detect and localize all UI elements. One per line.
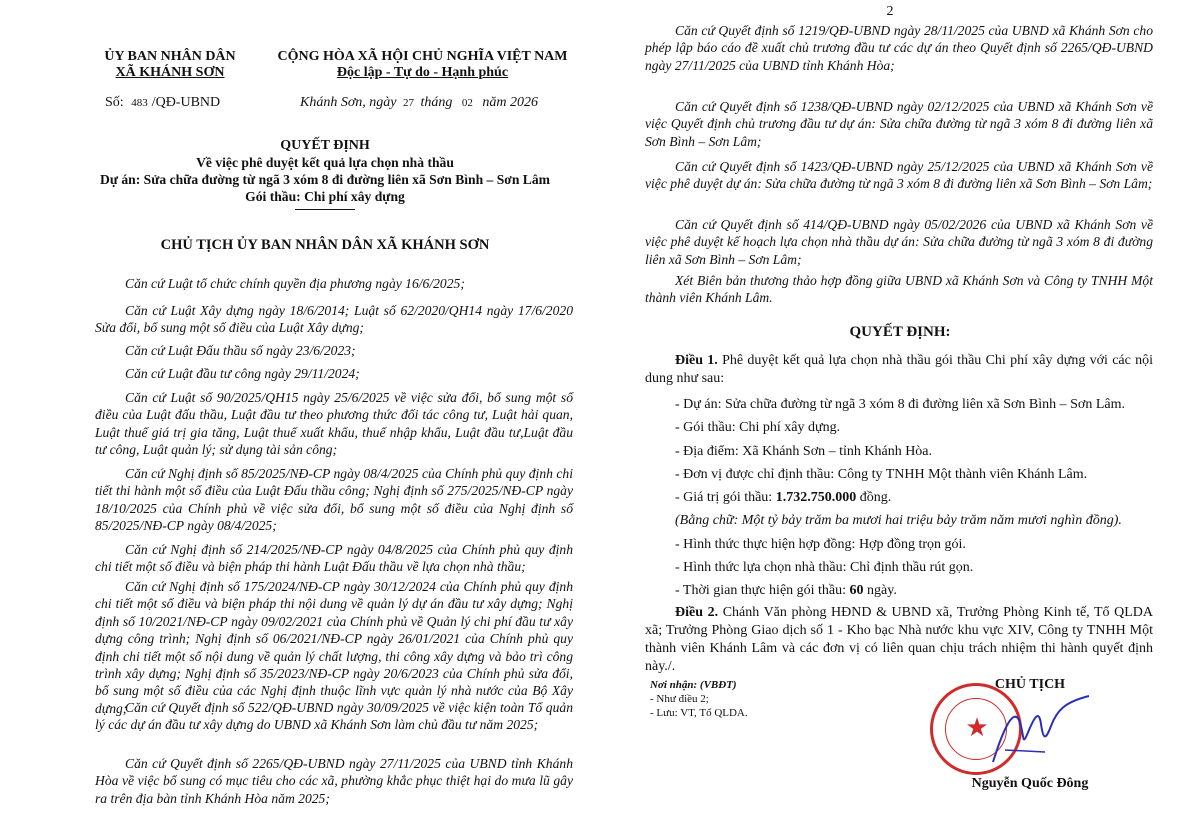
article-2-label: Điều 2. bbox=[675, 605, 719, 620]
legal-basis-paragraph: Căn cứ Quyết định số 2265/QĐ-UBND ngày 27/11/2025 của UBND tỉnh Khánh Hòa về việc bổ sung có mục tiêu cho các xã, phường khắc phục thiệt hại do mưa lũ gây ra trên địa bàn tỉnh Khánh Hòa năm 2025; bbox=[95, 756, 573, 806]
item-duration: - Thời gian thực hiện gói thầu: 60 ngày. bbox=[675, 583, 897, 598]
document-date: Khánh Sơn, ngày 27 tháng 02 năm 2026 bbox=[300, 95, 539, 110]
item-contractor: - Đơn vị được chỉ định thầu: Công ty TNHH Một thành viên Khánh Lâm. bbox=[675, 467, 1088, 482]
legal-basis-paragraph: Căn cứ Luật số 90/2025/QH15 ngày 25/6/2025 về việc sửa đổi, bổ sung một số điều của Luật đấu thầu, Luật đầu tư theo phương thức đối tác công tư, Luật hải quan, Luật thuế giá trị gia tăng, Luật thuế xuất khẩu, thuế nhập khẩu, Luật đầu tư,Luật đầu tư công, Luật quản lý; sử dụng tài sản công; bbox=[95, 390, 573, 458]
legal-basis-paragraph: Căn cứ Nghị định số 85/2025/NĐ-CP ngày 08/4/2025 của Chính phủ quy định chi tiết thi hành một số điều của Luật Đấu thầu công; Nghị định số 275/2025/NĐ-CP ngày 18/10/2025 của Chính phủ về việc sửa đổi, bổ sung một số điều của Nghị định số 85/2025/NĐ-CP ngày 08/4/2025; bbox=[95, 466, 573, 534]
national-motto: Độc lập - Tự do - Hạnh phúc bbox=[336, 65, 509, 80]
signer-name: Nguyễn Quốc Đông bbox=[971, 776, 1089, 791]
item-package: - Gói thầu: Chi phí xây dựng. bbox=[675, 420, 841, 435]
legal-basis-paragraph: Căn cứ Nghị định số 175/2024/NĐ-CP ngày 30/12/2024 của Chính phủ quy định chi tiết một số điều và biện pháp thi nội dung về quản lý dự án đầu tư xây dựng; Nghị định số 10/2021/NĐ-CP ngày 09/02/2021 của Chính phủ về Quản lý chi phí đầu tư xây dựng công trình; Nghị định số 06/2021/NĐ-CP ngày 26/01/2021 của Chính phủ quy định chi tiết một số nội dung về quản lý chất lượng, thi công xây dựng và bảo trì công trình xây dựng; Nghị định số 35/2023/NĐ-CP ngày 20/6/2023 của Chính phủ sửa đổi, bổ sung một số điều của các Nghị định thuộc lĩnh vực quản lý nhà nước của Bộ Xây dựng; bbox=[95, 579, 573, 716]
recipient-item: - Lưu: VT, Tổ QLDA. bbox=[650, 707, 748, 719]
article-1-text: Phê duyệt kết quả lựa chọn nhà thầu gói thầu Chi phí xây dựng với các nội dung như sau: bbox=[645, 353, 1154, 386]
signature-mark bbox=[985, 690, 1095, 770]
article-1-label: Điều 1. bbox=[675, 353, 718, 368]
signer-title: CHỦ TỊCH bbox=[994, 677, 1066, 692]
page-number: 2 bbox=[886, 4, 894, 19]
legal-basis-paragraph: Căn cứ Luật tổ chức chính quyền địa phương ngày 16/6/2025; bbox=[125, 276, 465, 291]
seal-star-icon: ★ bbox=[965, 713, 989, 742]
title-divider bbox=[295, 209, 355, 210]
article-2-text: Chánh Văn phòng HĐND & UBND xã, Trưởng Phòng Kinh tế, Tổ QLDA xã; Trưởng Phòng Giao dịch số 1 - Kho bạc Nhà nước khu vực XIV, Công ty TNHH Một thành viên Khánh Lâm và các đơn vị có liên quan chịu trách nhiệm thi hành quyết định này./. bbox=[645, 605, 1154, 674]
org-name-line2: XÃ KHÁNH SƠN bbox=[115, 65, 225, 80]
page-2 bbox=[600, 0, 1200, 834]
legal-basis-paragraph: Căn cứ Luật Đấu thầu số ngày 23/6/2023; bbox=[125, 343, 356, 358]
legal-basis-paragraph: Căn cứ Quyết định số 414/QĐ-UBND ngày 05/02/2026 của UBND xã Khánh Sơn về việc phê duyệt kế hoạch lựa chọn nhà thầu dự án: Sửa chữa đường từ ngã 3 xóm 8 đi đường liên xã Sơn Bình – Sơn Lâm; bbox=[645, 217, 1153, 267]
review-paragraph: Xét Biên bản thương thảo hợp đồng giữa UBND xã Khánh Sơn và Công ty TNHH Một thành viên Khánh Lâm. bbox=[645, 273, 1153, 306]
document-subtitle-1: Về việc phê duyệt kết quả lựa chọn nhà thầu bbox=[196, 155, 454, 170]
recipients-title: Nơi nhận: (VBĐT) bbox=[650, 679, 737, 691]
item-location: - Địa điểm: Xã Khánh Sơn – tỉnh Khánh Hòa. bbox=[675, 444, 933, 459]
recipient-item: - Như điều 2; bbox=[650, 693, 709, 705]
national-title: CỘNG HÒA XÃ HỘI CHỦ NGHĨA VIỆT NAM bbox=[277, 49, 568, 64]
number-value: 483 bbox=[131, 97, 148, 109]
package-value-amount: 1.732.750.000 bbox=[775, 490, 857, 505]
item-contract-form: - Hình thức thực hiện hợp đồng: Hợp đồng trọn gói. bbox=[675, 537, 966, 552]
legal-basis-paragraph: Căn cứ Quyết định số 1238/QĐ-UBND ngày 02/12/2025 của UBND xã Khánh Sơn về việc Quyết định chủ trương đầu tư dự án: Sửa chữa đường từ ngã 3 xóm 8 đi đường liên xã Sơn Bình – Sơn Lâm; bbox=[645, 99, 1153, 149]
legal-basis-paragraph: Căn cứ Luật Xây dựng ngày 18/6/2014; Luật số 62/2020/QH14 ngày 17/6/2020 Sửa đổi, bổ sung một số điều của Luật Xây dựng; bbox=[95, 303, 573, 336]
article-2 bbox=[645, 604, 1153, 676]
item-selection-form: - Hình thức lựa chọn nhà thầu: Chỉ định thầu rút gọn. bbox=[675, 560, 974, 575]
item-value: - Giá trị gói thầu: 1.732.750.000 đồng. bbox=[675, 490, 892, 505]
legal-basis-paragraph: Căn cứ Luật đầu tư công ngày 29/11/2024; bbox=[125, 366, 360, 381]
decision-heading: QUYẾT ĐỊNH: bbox=[849, 324, 951, 340]
article-1 bbox=[645, 352, 1153, 388]
document-title: QUYẾT ĐỊNH bbox=[280, 138, 370, 153]
document-subtitle-2: Dự án: Sửa chữa đường từ ngã 3 xóm 8 đi đường liên xã Sơn Bình – Sơn Lâm bbox=[100, 172, 550, 187]
document-number: Số: 483 /QĐ-UBND bbox=[105, 95, 221, 110]
org-name-line1: ỦY BAN NHÂN DÂN bbox=[104, 49, 236, 64]
authority-heading: CHỦ TỊCH ỦY BAN NHÂN DÂN XÃ KHÁNH SƠN bbox=[160, 237, 490, 253]
item-project: - Dự án: Sửa chữa đường từ ngã 3 xóm 8 đi đường liên xã Sơn Bình – Sơn Lâm. bbox=[675, 397, 1125, 412]
legal-basis-paragraph: Căn cứ Nghị định số 214/2025/NĐ-CP ngày 04/8/2025 của Chính phủ quy định chi tiết một số điều và biện pháp thi hành Luật Đấu thầu về lựa chọn nhà thầu; bbox=[95, 542, 573, 575]
document-subtitle-3: Gói thầu: Chi phí xây dựng bbox=[245, 189, 405, 204]
legal-basis-paragraph: Căn cứ Quyết định số 1423/QĐ-UBND ngày 25/12/2025 của UBND xã Khánh Sơn về việc phê duyệt dự án: Sửa chữa đường từ ngã 3 xóm 8 đi đường liên xã Sơn Bình – Sơn Lâm; bbox=[645, 159, 1153, 192]
legal-basis-paragraph: Căn cứ Quyết định số 1219/QĐ-UBND ngày 28/11/2025 của UBND xã Khánh Sơn cho phép lập báo cáo đề xuất chủ trương đầu tư các dự án theo Quyết định số 2265/QĐ-UBND ngày 27/11/2025 của UBND tỉnh Khánh Hòa; bbox=[645, 23, 1153, 73]
value-in-words: (Bằng chữ: Một tỷ bảy trăm ba mươi hai triệu bảy trăm năm mươi nghìn đồng). bbox=[675, 513, 1122, 528]
legal-basis-paragraph: Căn cứ Quyết định số 522/QĐ-UBND ngày 30/09/2025 về việc kiện toàn Tổ quản lý các dự án đầu tư xây dựng do UBND xã Khánh Sơn làm chủ đầu tư năm 2025; bbox=[95, 700, 573, 733]
duration-value: 60 bbox=[849, 583, 864, 598]
